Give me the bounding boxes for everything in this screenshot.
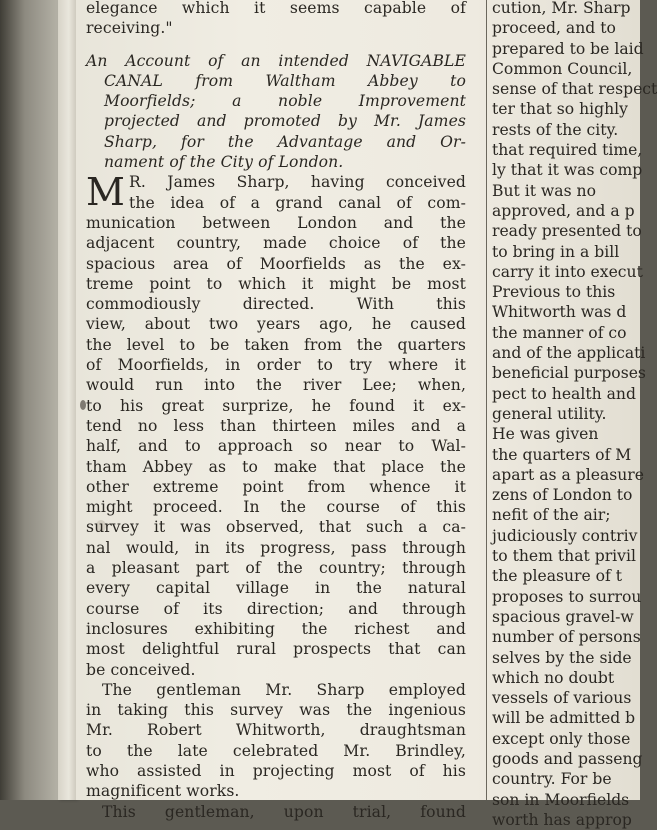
- heading-line: Moorfields; a noble Improvement: [104, 92, 466, 111]
- text-line: treme point to which it might be most: [86, 274, 466, 293]
- text-line: approved, and a p: [492, 201, 635, 220]
- text-line: Common Council,: [492, 59, 633, 78]
- text-line: ter that so highly: [492, 100, 628, 119]
- text-line: to his great surprize, he found it ex-: [86, 396, 466, 415]
- text-line: proceed, and to: [492, 19, 616, 38]
- text-line: magnificent works.: [86, 782, 240, 801]
- drop-cap: M: [86, 170, 126, 215]
- text-line: except only those: [492, 729, 631, 748]
- text-line: country. For be: [492, 770, 612, 789]
- text-line: sense of that respect: [492, 80, 657, 99]
- text-line: ready presented to: [492, 222, 642, 241]
- text-line: every capital village in the natural: [86, 579, 466, 598]
- paragraph-3: [86, 802, 466, 822]
- text-line: proposes to surrou: [492, 587, 642, 606]
- text-line: will be admitted b: [492, 709, 636, 728]
- heading-line: Sharp, for the Advantage and Or-: [104, 132, 466, 151]
- text-line: that required time,: [492, 141, 643, 160]
- text-line: He was given: [492, 425, 599, 444]
- text-line: of Moorfields, in order to try where it: [86, 356, 466, 375]
- text-line: the quarters of M: [492, 445, 632, 464]
- book-binding-edge: [0, 0, 62, 800]
- text-line: carry it into execut: [492, 262, 643, 281]
- right-article-column: [492, 0, 657, 830]
- text-line: zens of London to: [492, 486, 633, 505]
- text-line: R. James Sharp, having conceived: [129, 173, 466, 192]
- text-line: to them that privil: [492, 547, 636, 566]
- text-line: general utility.: [492, 404, 607, 423]
- text-line: prepared to be laid: [492, 39, 644, 58]
- text-line: ly that it was comp: [492, 161, 643, 180]
- text-line: be conceived.: [86, 660, 196, 679]
- text-line: other extreme point from whence it: [86, 477, 466, 496]
- heading-line: An Account of an intended NAVIGABLE: [86, 51, 466, 70]
- text-line: selves by the side: [492, 648, 632, 667]
- text-line: nefit of the air;: [492, 506, 611, 525]
- text-line: a pleasant part of the country; through: [86, 559, 466, 578]
- text-line: elegance which it seems capable of: [86, 0, 466, 17]
- text-line: who assisted in projecting most of his: [86, 761, 466, 780]
- text-line: in taking this survey was the ingenious: [86, 701, 466, 720]
- text-line: inclosures exhibiting the richest and: [86, 619, 466, 638]
- text-line: vessels of various: [492, 689, 632, 708]
- text-line: survey it was observed, that such a ca-: [86, 518, 466, 537]
- text-line: the manner of co: [492, 323, 627, 342]
- heading-line: projected and promoted by Mr. James: [104, 112, 466, 131]
- text-line: receiving.": [86, 19, 173, 38]
- text-line: the level to be taken from the quarters: [86, 335, 466, 354]
- text-line: half, and to approach so near to Wal-: [86, 437, 466, 456]
- text-line: commodiously directed. With this: [86, 295, 466, 314]
- paragraph-2: [86, 680, 466, 802]
- text-line: pect to health and: [492, 384, 636, 403]
- text-line: Whitworth was d: [492, 303, 627, 322]
- text-line: the pleasure of t: [492, 567, 623, 586]
- text-line: spacious area of Moorfields as the ex-: [86, 254, 466, 273]
- text-line: view, about two years ago, he caused: [86, 315, 466, 334]
- text-line: which no doubt: [492, 668, 615, 687]
- text-line: spacious gravel-w: [492, 607, 634, 626]
- page-edge-strip: [58, 0, 76, 800]
- text-line: most delightful rural prospects that can: [86, 640, 466, 659]
- text-line: munication between London and the: [86, 213, 466, 232]
- text-line: and of the applicati: [492, 344, 646, 363]
- text-line: Previous to this: [492, 283, 616, 302]
- text-line: tham Abbey as to make that place the: [86, 457, 466, 476]
- text-line: The gentleman Mr. Sharp employed: [102, 680, 466, 699]
- text-line: goods and passeng: [492, 749, 643, 768]
- text-line: the idea of a grand canal of com-: [129, 193, 466, 212]
- text-line: rests of the city.: [492, 120, 619, 139]
- text-line: beneficial purposes: [492, 364, 646, 383]
- heading-line: nament of the City of London.: [104, 153, 344, 172]
- text-line: This gentleman, upon trial, found: [102, 802, 466, 821]
- text-line: would run into the river Lee; when,: [86, 376, 466, 395]
- text-line: apart as a pleasure: [492, 465, 644, 484]
- text-line: cution, Mr. Sharp: [492, 0, 631, 17]
- left-article-column: [86, 0, 466, 822]
- text-line: to bring in a bill: [492, 242, 620, 261]
- text-line: might proceed. In the course of this: [86, 498, 466, 517]
- text-line: worth has approp: [492, 810, 632, 829]
- text-line: But it was no: [492, 181, 596, 200]
- text-line: judiciously contriv: [492, 526, 638, 545]
- previous-article-tail: [86, 0, 466, 39]
- text-line: to the late celebrated Mr. Brindley,: [86, 741, 466, 760]
- text-line: nal would, in its progress, pass through: [86, 538, 466, 557]
- text-line: Mr. Robert Whitworth, draughtsman: [86, 721, 466, 740]
- column-divider: [486, 0, 487, 800]
- article-heading: [86, 51, 466, 173]
- text-line: course of its direction; and through: [86, 599, 466, 618]
- text-line: adjacent country, made choice of the: [86, 234, 466, 253]
- text-line: tend no less than thirteen miles and a: [86, 416, 466, 435]
- text-line: son in Moorfields: [492, 790, 630, 809]
- heading-line: CANAL from Waltham Abbey to: [104, 71, 466, 90]
- paragraph-1: [86, 172, 466, 679]
- text-line: number of persons: [492, 628, 641, 647]
